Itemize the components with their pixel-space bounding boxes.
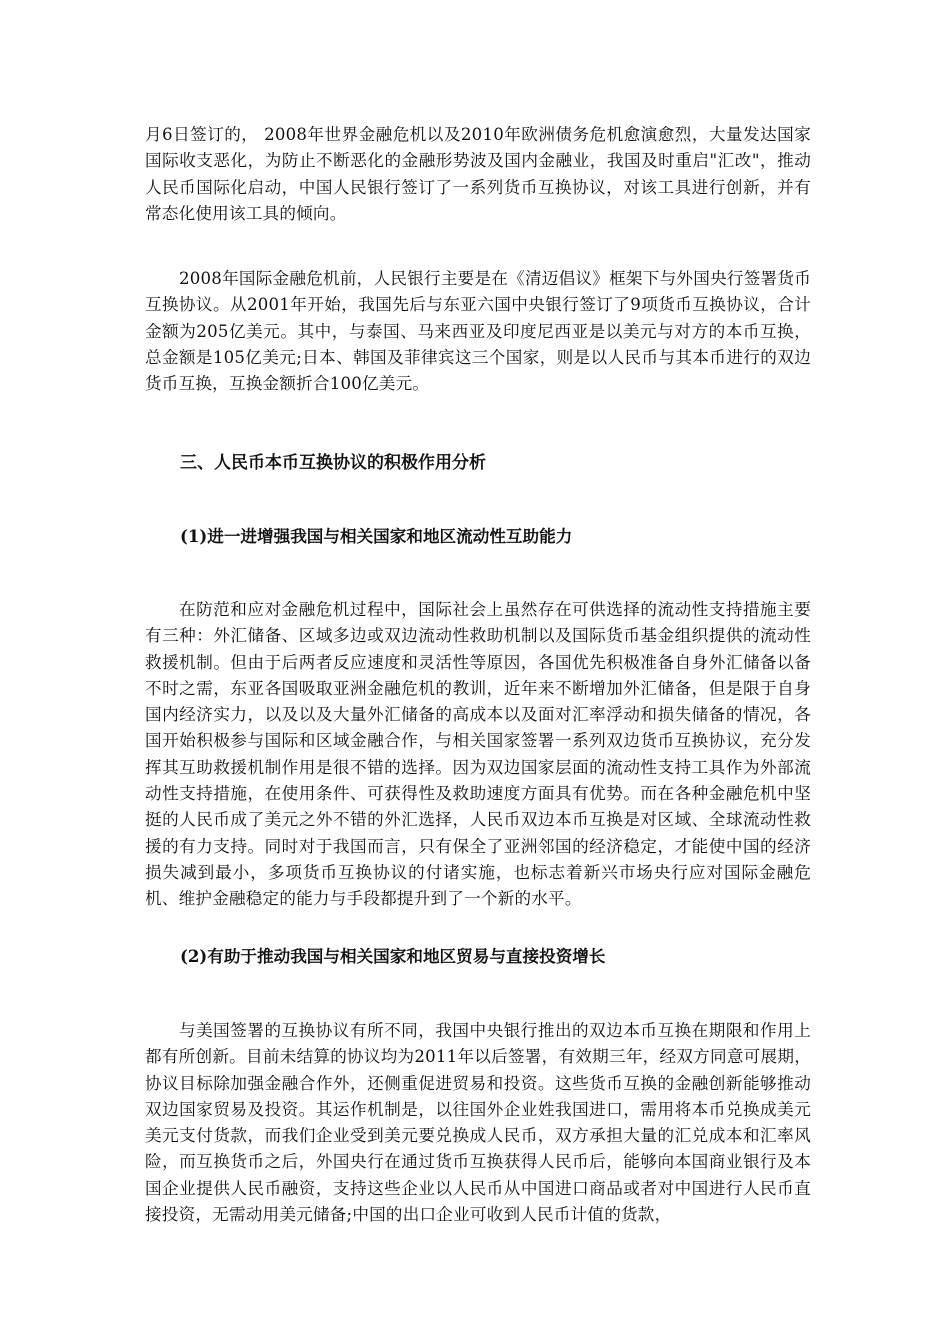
paragraph-liquidity-support: 在防范和应对金融危机过程中，国际社会上虽然存在可供选择的流动性支持措施主要有三种：外汇储备、区域多边或双边流动性救助机制以及国际货币基金组织提供的流动性救援机制。但由于后两者反应速度和灵活性等原因，各国优先积极准备自身外汇储备以备不时之需，东亚各国吸取亚洲金融危机的教训，近年来不断增加外汇储备，但是限于自身国内经济实力，以及以及大量外汇储备的高成本以及面对汇率浮动和损失储备的情况，各国开始积极参与国际和区域金融合作，与相关国家签署一系列双边货币互换协议，充分发挥其互助救援机制作用是很不错的选择。因为双边国家层面的流动性支持工具作为外部流动性支持措施，在使用条件、可获得性及救助速度方面具有优势。而在各种金融危机中坚挺的人民币成了美元之外不错的外汇选择，人民币双边本币互换是对区域、全球流动性救援的有力支持。同时对于我国而言，只有保全了亚洲邻国的经济稳定，才能使中国的经济损失减到最小，多项货币互换协议的付诸实施，也标志着新兴市场央行应对国际金融危机、维护金融稳定的能力与手段都提升到了一个新的水平。 [145,600,811,909]
paragraph-trade-investment: 与美国签署的互换协议有所不同，我国中央银行推出的双边本币互换在期限和作用上都有所创新。目前未结算的协议均为2011年以后签署，有效期三年，经双方同意可展期，协议目标除加强金融合作外，还侧重促进贸易和投资。这些货币互换的金融创新能够推动双边国家贸易及投资。其运作机制是，以往国外企业姓我国进口，需用将本币兑换成美元美元支付货款，而我们企业受到美元要兑换成人民币，双方承担大量的汇兑成本和汇率风险，而互换货币之后，外国央行在通过货币互换获得人民币后，能够向本国商业银行及本国企业提供人民币融资，支持这些企业以人民币从中国进口商品或者对中国进行人民币直接投资，无需动用美元储备;中国的出口企业可收到人民币计值的货款， [145,1021,811,1225]
paragraph-intro-continuation: 月6日签订的， 2008年世界金融危机以及2010年欧洲债务危机愈演愈烈，大量发达国家国际收支恶化，为防止不断恶化的金融形势波及国内金融业，我国及时重启"汇改"，推动人民币国际化启动，中国人民银行签订了一系列货币互换协议，对该工具进行创新，并有常态化使用该工具的倾向。 [145,125,811,223]
subheading-liquidity: (1)进一进增强我国与相关国家和地区流动性互助能力 [180,526,573,546]
section-heading: 三、人民币本币互换协议的积极作用分析 [180,453,486,473]
paragraph-chiang-mai-initiative: 2008年国际金融危机前，人民银行主要是在《清迈倡议》框架下与外国央行签署货币互换协议。从2001年开始，我国先后与东亚六国中央银行签订了9项货币互换协议，合计金额为205亿美元。其中，与泰国、马来西亚及印度尼西亚是以美元与对方的本币互换，总金额是105亿美元;日本、韩国及菲律宾这三个国家，则是以人民币与其本币进行的双边货币互换，互换金额折合100亿美元。 [145,269,811,394]
subheading-trade-investment: (2)有助于推动我国与相关国家和地区贸易与直接投资增长 [180,946,606,966]
